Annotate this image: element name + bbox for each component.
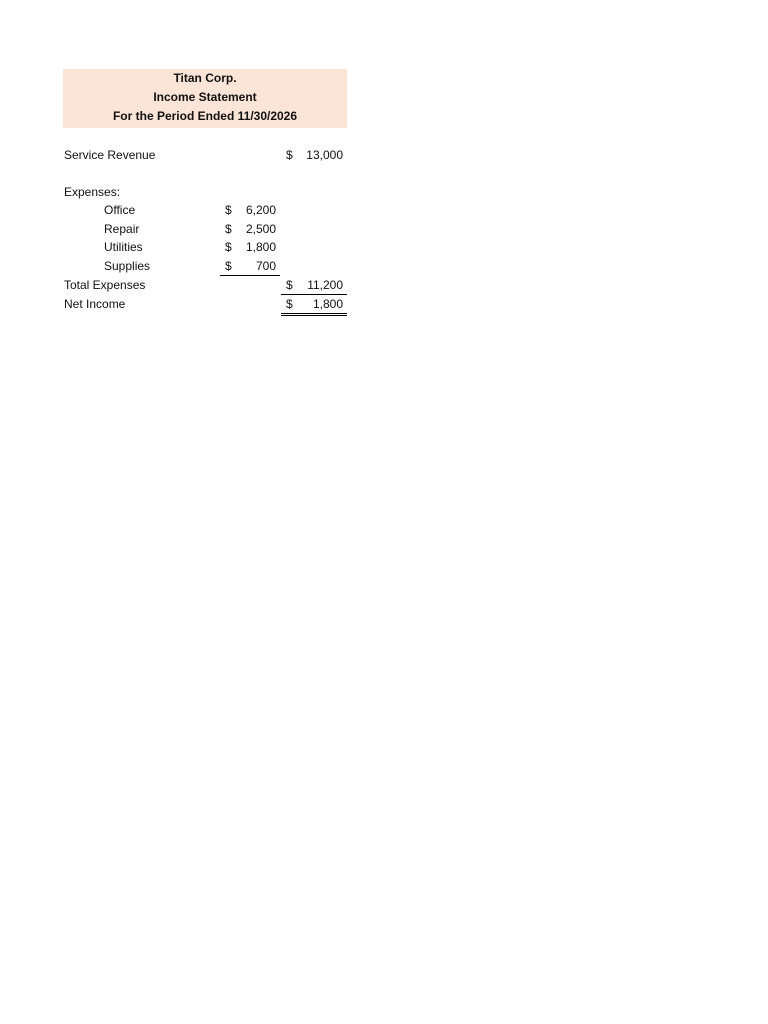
income-statement-sheet xyxy=(63,69,347,311)
expense-label: Repair xyxy=(104,222,140,236)
revenue-label: Service Revenue xyxy=(64,148,156,162)
statement-period: For the Period Ended 11/30/2026 xyxy=(112,109,298,123)
expenses-heading-row xyxy=(63,183,347,201)
total-expenses-amount-cell xyxy=(281,276,347,295)
currency-symbol: $ xyxy=(225,240,232,254)
expense-row-office xyxy=(63,201,347,219)
total-expenses-amount: 11,200 xyxy=(307,278,343,292)
currency-symbol: $ xyxy=(225,203,232,217)
currency-symbol: $ xyxy=(286,278,293,292)
net-income-amount: 1,800 xyxy=(312,297,343,311)
currency-symbol: $ xyxy=(225,259,232,273)
expense-amount: 2,500 xyxy=(245,222,276,236)
expense-amount: 1,800 xyxy=(245,240,276,254)
total-expenses-row xyxy=(63,276,347,294)
currency-symbol: $ xyxy=(286,148,293,162)
expense-row-supplies xyxy=(63,257,347,275)
expenses-heading: Expenses: xyxy=(64,185,121,199)
expense-label: Supplies xyxy=(104,259,151,273)
expense-amount-cell xyxy=(220,220,280,238)
expense-label: Office xyxy=(104,203,136,217)
expense-amount-cell xyxy=(220,238,280,256)
revenue-amount-cell xyxy=(281,146,347,164)
currency-symbol: $ xyxy=(225,222,232,236)
revenue-row xyxy=(63,146,347,164)
statement-header xyxy=(63,69,347,128)
net-income-amount-cell xyxy=(281,295,347,316)
total-expenses-label: Total Expenses xyxy=(64,278,146,292)
company-name: Titan Corp. xyxy=(173,71,237,85)
expense-row-repair xyxy=(63,220,347,238)
revenue-amount: 13,000 xyxy=(306,148,343,162)
expense-amount-cell xyxy=(220,201,280,219)
expense-row-utilities xyxy=(63,238,347,256)
currency-symbol: $ xyxy=(286,297,293,311)
expense-amount-cell xyxy=(220,257,280,276)
net-income-label: Net Income xyxy=(64,297,126,311)
expense-label: Utilities xyxy=(104,240,143,254)
expense-amount: 700 xyxy=(255,259,276,273)
statement-title: Income Statement xyxy=(153,90,257,104)
net-income-row xyxy=(63,295,347,313)
expense-amount: 6,200 xyxy=(245,203,276,217)
